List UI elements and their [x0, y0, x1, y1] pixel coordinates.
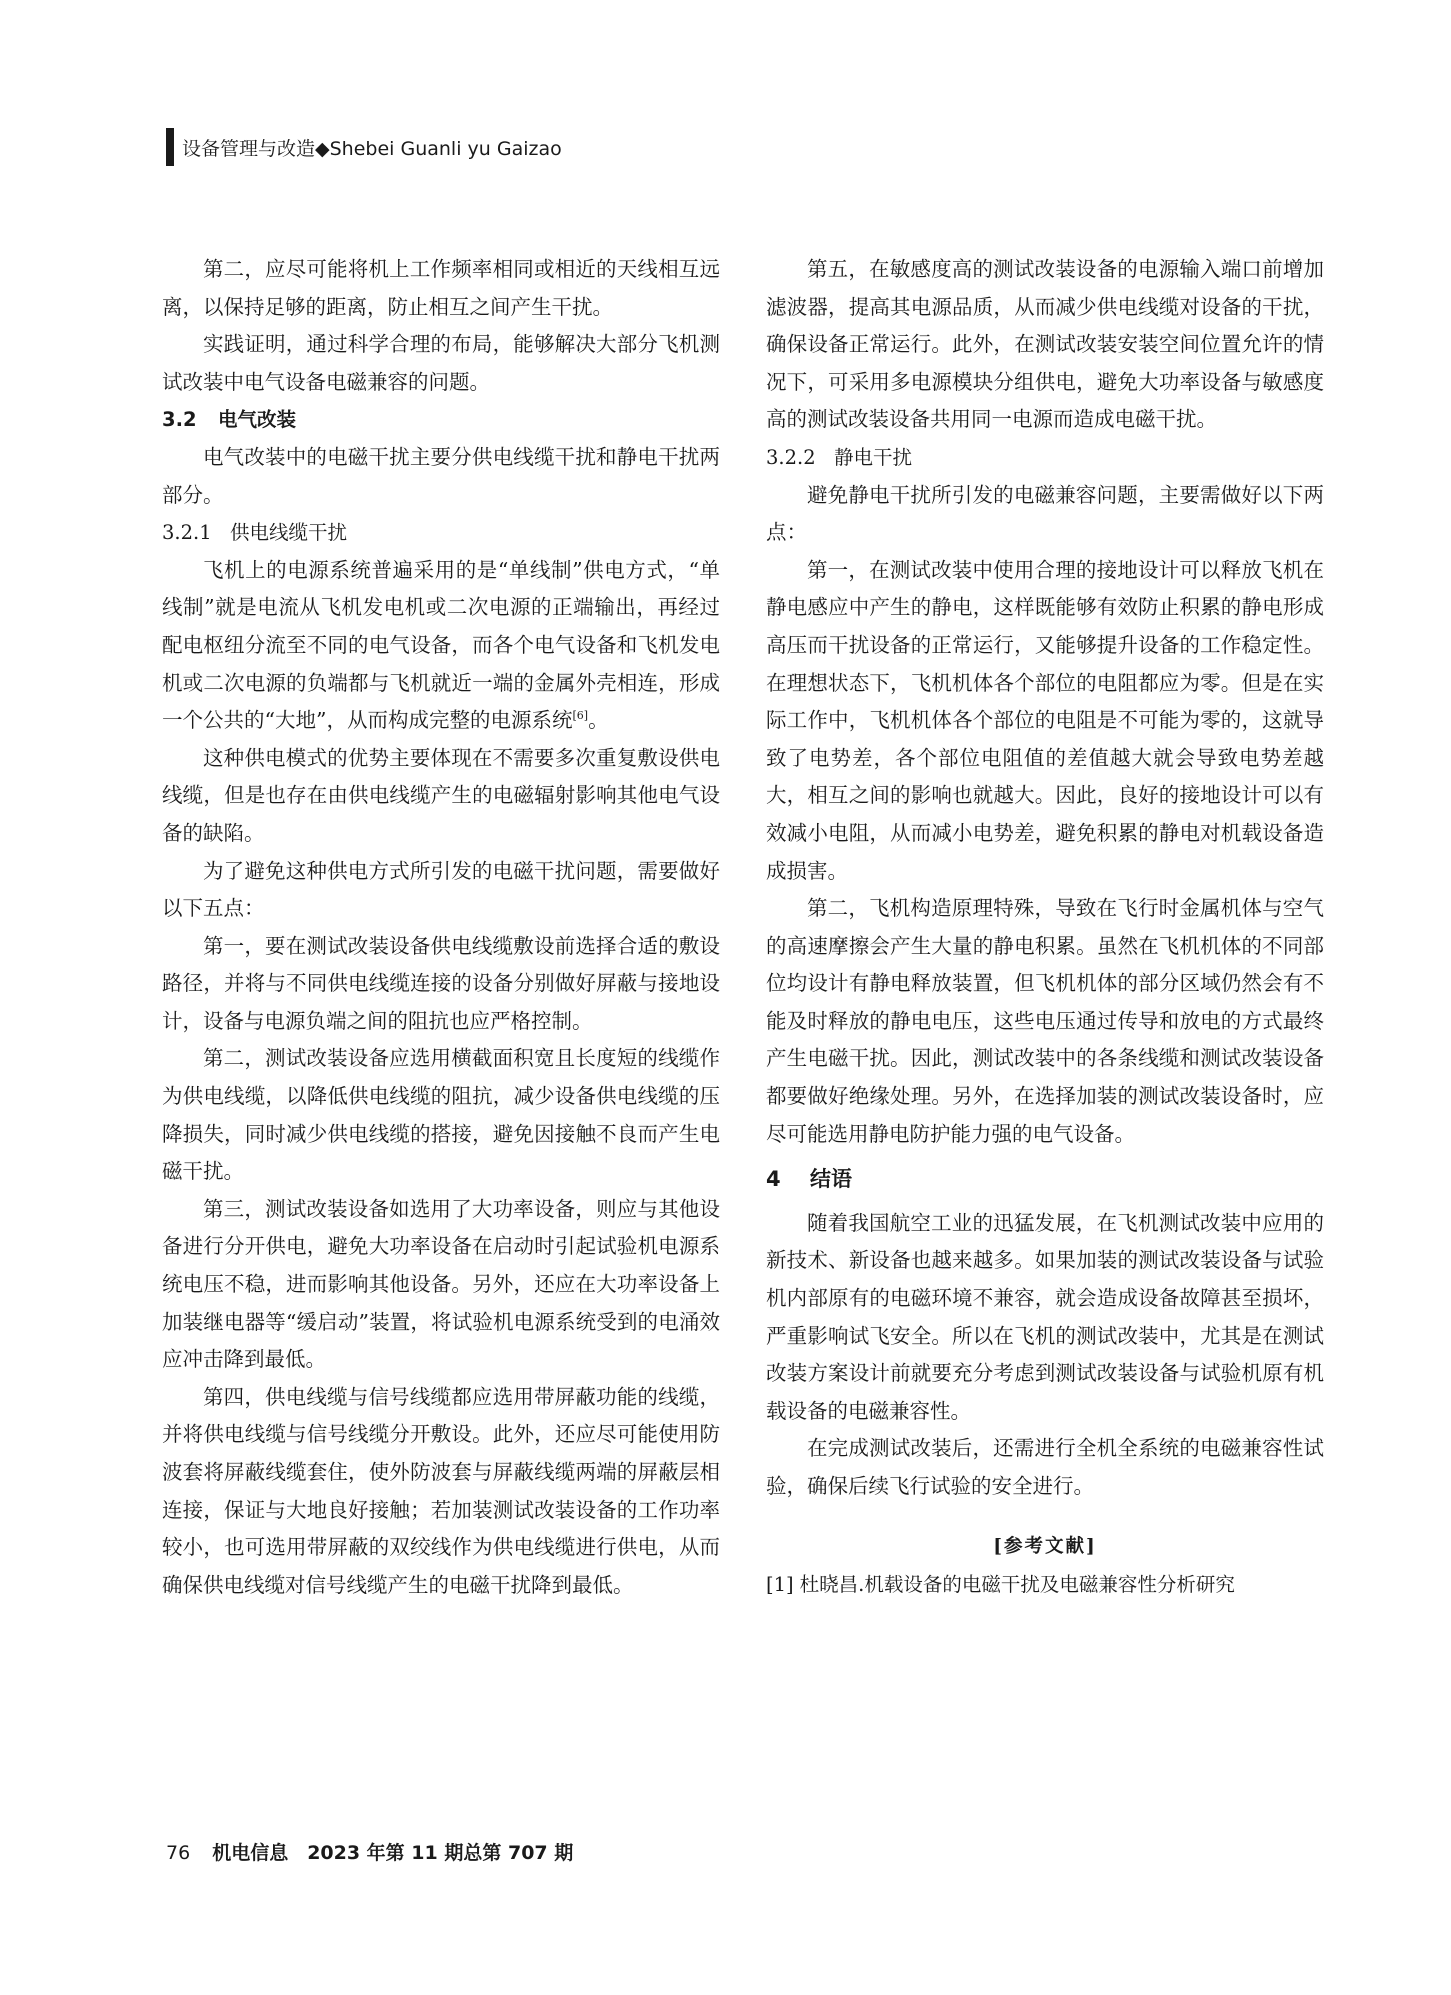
reference-item — [766, 1567, 1324, 1603]
reference-number: [1] — [766, 1573, 794, 1597]
paragraph: 第一，要在测试改装设备供电线缆敷设前选择合适的敷设路径，并将与不同供电线缆连接的设备分别做好屏蔽与接地设计，设备与电源负端之间的阻抗也应严格控制。 — [162, 933, 720, 1033]
paragraph: 第五，在敏感度高的测试改装设备的电源输入端口前增加滤波器，提高其电源品质，从而减少供电线缆对设备的干扰，确保设备正常运行。此外，在测试改装安装空间位置允许的情况下，可采用多电源模块分组供电，避免大功率设备与敏感度高的测试改装设备共用同一电源而造成电磁干扰。 — [766, 257, 1324, 432]
paragraph: 避免静电干扰所引发的电磁兼容问题，主要需做好以下两点： — [766, 482, 1324, 545]
section-heading-3-2-2 — [766, 439, 1324, 477]
page-number: 76 — [166, 1842, 191, 1864]
paragraph: 第三，测试改装设备如选用了大功率设备，则应与其他设备进行分开供电，避免大功率设备在启动时引起试验机电源系统电压不稳，进而影响其他设备。另外，还应在大功率设备上加装继电器等“缓启动”装置，将试验机电源系统受到的电涌效应冲击降到最低。 — [162, 1196, 720, 1372]
section-heading-3-2 — [162, 401, 720, 439]
paragraph: 电气改装中的电磁干扰主要分供电线缆干扰和静电干扰两部分。 — [162, 444, 720, 507]
paragraph: 第二，飞机构造原理特殊，导致在飞行时金属机体与空气的高速摩擦会产生大量的静电积累。虽然在飞机机体的不同部位均设计有静电释放装置，但飞机机体的部分区域仍然会有不能及时释放的静电电压，这些电压通过传导和放电的方式最终产生电磁干扰。因此，测试改装中的各条线缆和测试改装设备都要做好绝缘处理。另外，在选择加装的测试改装设备时，应尽可能选用静电防护能力强的电气设备。 — [766, 896, 1324, 1146]
paragraph: 第二，测试改装设备应选用横截面积宽且长度短的线缆作为供电线缆，以降低供电线缆的阻抗，减少设备供电线缆的压降损失，同时减少供电线缆的搭接，避免因接触不良而产生电磁干扰。 — [162, 1046, 720, 1184]
journal-info: 机电信息 2023 年第 11 期总第 707 期 — [212, 1842, 574, 1864]
header-text: 设备管理与改造◆Shebei Guanli yu Gaizao — [182, 137, 562, 160]
section-heading-3-2-1 — [162, 514, 720, 552]
paragraph: 第二，应尽可能将机上工作频率相同或相近的天线相互远离，以保持足够的距离，防止相互之间产生干扰。 — [162, 257, 720, 319]
paragraph: 在完成测试改装后，还需进行全机全系统的电磁兼容性试验，确保后续飞行试验的安全进行。 — [766, 1436, 1324, 1498]
paragraph — [162, 552, 720, 740]
paragraph: 随着我国航空工业的迅猛发展，在飞机测试改装中应用的新技术、新设备也越来越多。如果加装的测试改装设备与试验机内部原有的电磁环境不兼容，就会造成设备故障甚至损坏，严重影响试飞安全。所以在飞机的测试改装中，尤其是在测试改装方案设计前就要充分考虑到测试改装设备与试验机原有机载设备的电磁兼容性。 — [766, 1210, 1324, 1423]
running-header — [166, 128, 562, 166]
section-number: 4 — [766, 1167, 781, 1192]
paragraph: 这种供电模式的优势主要体现在不需要多次重复敷设供电线缆，但是也存在由供电线缆产生的电磁辐射影响其他电气设备的缺陷。 — [162, 745, 720, 845]
section-number: 3.2 — [162, 408, 197, 432]
citation-ref: [6] — [572, 709, 589, 723]
section-title: 供电线缆干扰 — [230, 521, 348, 545]
paragraph: 实践证明，通过科学合理的布局，能够解决大部分飞机测试改装中电气设备电磁兼容的问题。 — [162, 332, 720, 394]
paragraph: 第一，在测试改装中使用合理的接地设计可以释放飞机在静电感应中产生的静电，这样既能够有效防止积累的静电形成高压而干扰设备的正常运行，又能够提升设备的工作稳定性。在理想状态下，飞机机体各个部位的电阻都应为零。但是在实际工作中，飞机机体各个部位的电阻是不可能为零的，这就导致了电势差，各个部位电阻值的差值越大就会导致电势差越大，相互之间的影响也就越大。因此，良好的接地设计可以有效减小电阻，从而减小电势差，避免积累的静电对机载设备造成损害。 — [766, 557, 1324, 883]
references-title: [参考文献] — [993, 1535, 1097, 1557]
section-heading-4 — [766, 1161, 1324, 1199]
left-column — [162, 251, 720, 1604]
page-footer — [166, 1838, 573, 1865]
paragraph: 为了避免这种供电方式所引发的电磁干扰问题，需要做好以下五点： — [162, 858, 720, 921]
section-number: 3.2.1 — [162, 521, 212, 545]
paragraph: 第四，供电线缆与信号线缆都应选用带屏蔽功能的线缆，并将供电线缆与信号线缆分开敷设。此外，还应尽可能使用防波套将屏蔽线缆套住，使外防波套与屏蔽线缆两端的屏蔽层相连接，保证与大地良好接触；若加装测试改装设备的工作功率较小，也可选用带屏蔽的双绞线作为供电线缆进行供电，从而确保供电线缆对信号线缆产生的电磁干扰降到最低。 — [162, 1384, 720, 1597]
section-number: 3.2.2 — [766, 445, 816, 469]
section-title: 静电干扰 — [834, 445, 913, 469]
paragraph-text: 飞机上的电源系统普遍采用的是“单线制”供电方式，“单线制”就是电流从飞机发电机或二次电源的正端输出，再经过配电枢纽分流至不同的电气设备，而各个电气设备和飞机发电机或二次电源的负端都与飞机就近一端的金属外壳相连，形成一个公共的“大地”，从而构成完整的电源系统 — [162, 557, 720, 733]
paragraph-end: 。 — [588, 708, 609, 733]
right-column — [766, 251, 1324, 1603]
section-title: 结语 — [810, 1167, 852, 1192]
section-title: 电气改装 — [218, 408, 297, 432]
reference-text: 杜晓昌.机载设备的电磁干扰及电磁兼容性分析研究 — [799, 1573, 1235, 1597]
header-bar — [166, 128, 174, 166]
